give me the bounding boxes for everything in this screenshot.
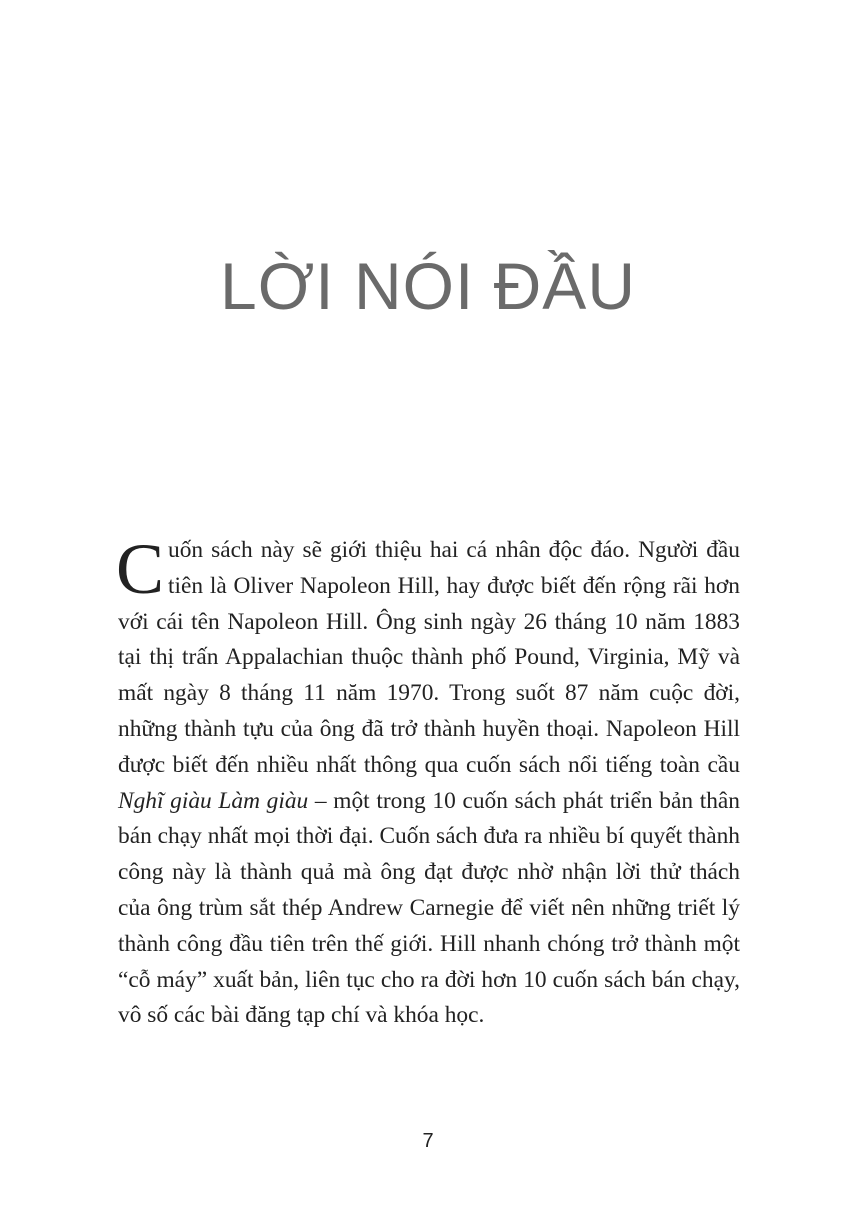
body-paragraph xyxy=(116,529,740,1034)
chapter-title: LỜI NÓI ĐẦU xyxy=(220,249,636,323)
paragraph-text-part1: uốn sách này sẽ giới thiệu hai cá nhân độc đáo. Người đầu tiên là Oliver Napoleon Hill, hay được biết đến rộng rãi hơn với cái tên Napoleon Hill. Ông sinh ngày 26 tháng 10 năm 1883 tại thị trấn Appalachian thuộc thành phố Pound, Virginia, Mỹ và mất ngày 8 tháng 11 năm 1970. Trong suốt 87 năm cuộc đời, những thành tựu của ông đã trở thành huyền thoại. Napoleon Hill được biết đến nhiều nhất thông qua cuốn sách nổi tiếng toàn cầu xyxy=(118,537,740,778)
page-number: 7 xyxy=(422,1130,434,1152)
book-title: Nghĩ giàu Làm giàu xyxy=(118,787,309,814)
drop-cap: C xyxy=(116,529,165,609)
paragraph-text-part2: – một trong 10 cuốn sách phát triển bản thân bán chạy nhất mọi thời đại. Cuốn sách đưa ra nhiều bí quyết thành công này là thành quả mà ông đạt được nhờ nhận lời thử thách của ông trùm sắt thép Andrew Carnegie để viết nên những triết lý thành công đầu tiên trên thế giới. Hill nhanh chóng trở thành một “cỗ máy” xuất bản, liên tục cho ra đời hơn 10 cuốn sách bán chạy, vô số các bài đăng tạp chí và khóa học. xyxy=(118,787,740,1029)
